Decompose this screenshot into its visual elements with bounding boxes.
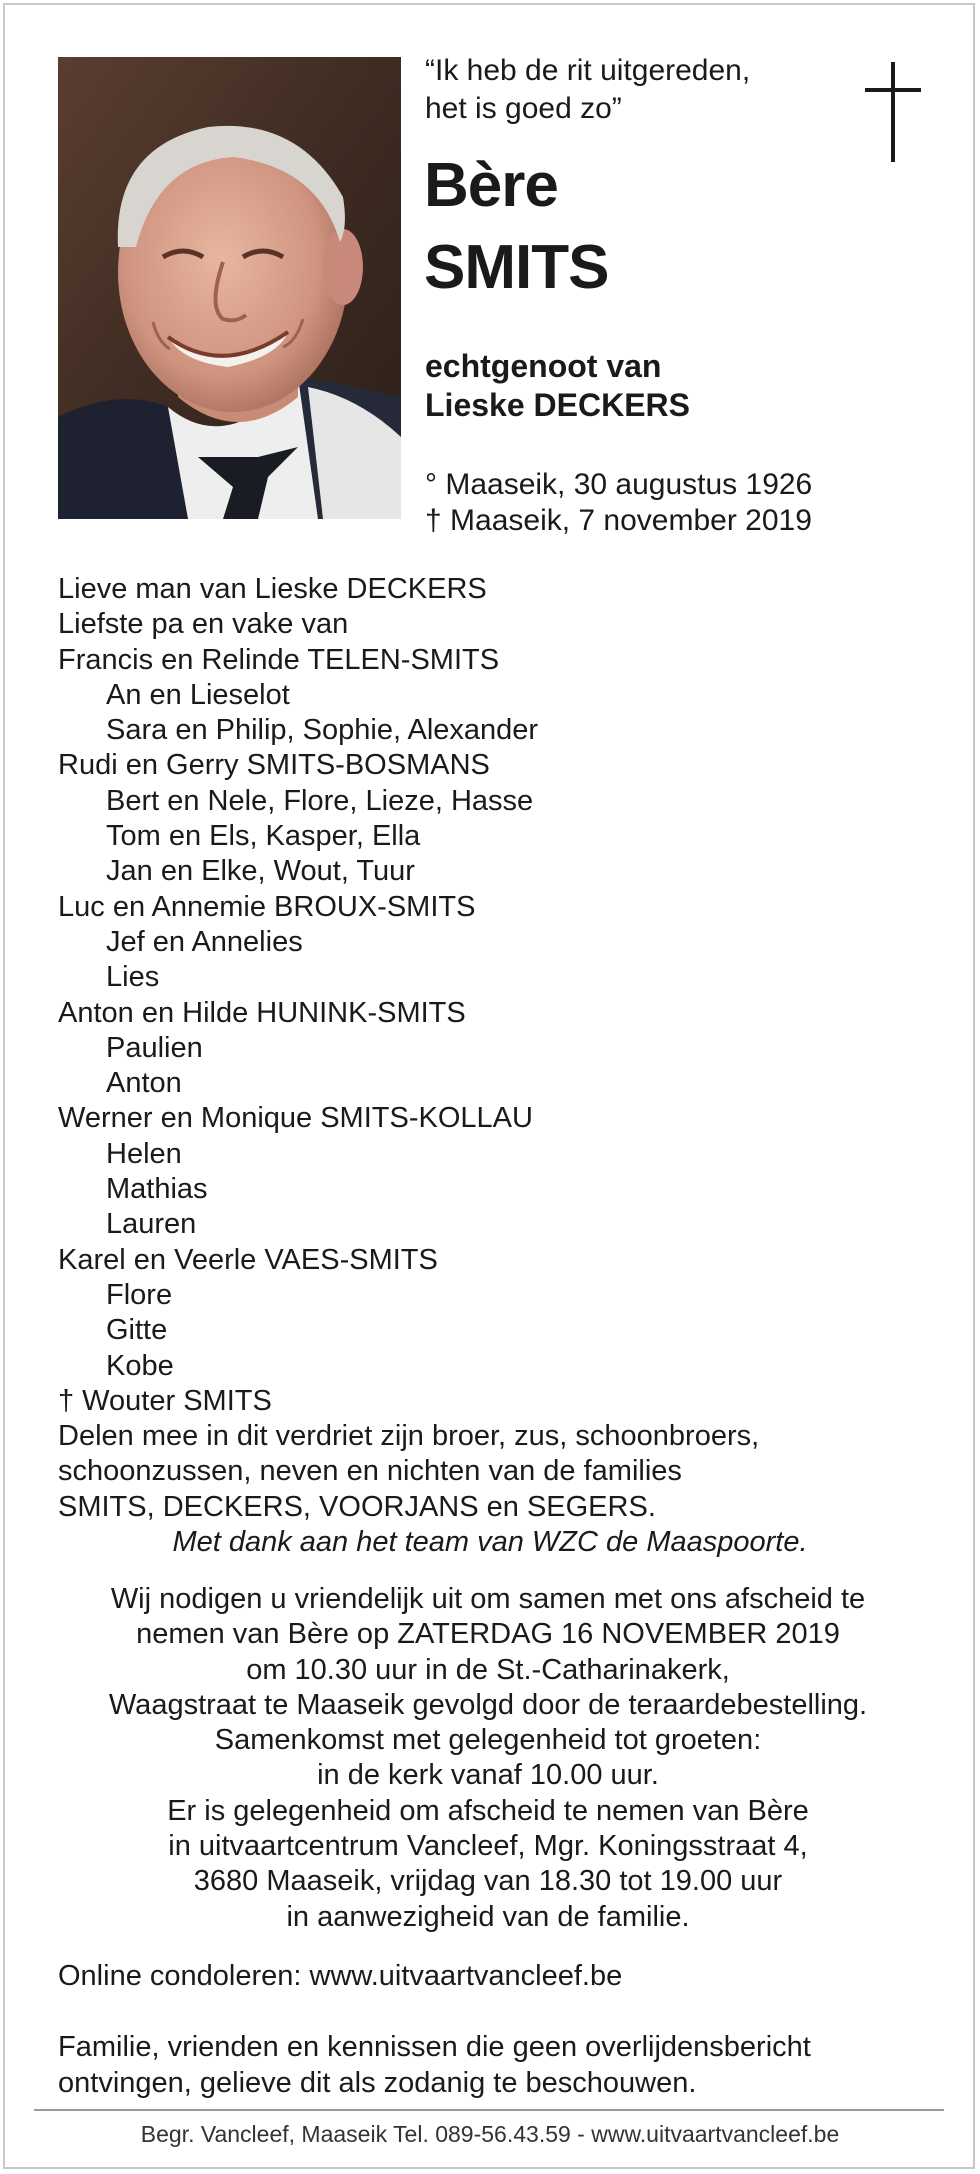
funeral-invitation	[58, 1582, 918, 1935]
family-member-sub: Sara en Philip, Sophie, Alexander	[106, 714, 539, 747]
footer-divider	[34, 2109, 944, 2111]
online-condolence: Online condoleren: www.uitvaartvancleef.be	[58, 1960, 623, 1992]
family-member-sub: Bert en Nele, Flore, Lieze, Hasse	[106, 784, 534, 817]
family-member-sub: Flore	[106, 1278, 173, 1311]
family-member: Luc en Annemie BROUX-SMITS	[58, 890, 476, 923]
notice-line: Familie, vrienden en kennissen die geen overlijdensbericht	[58, 2031, 811, 2063]
portrait-photo	[58, 57, 401, 519]
epitaph-quote	[425, 52, 825, 128]
birth-date: ° Maaseik, 30 augustus 1926	[425, 468, 813, 501]
quote-line: het is goed zo”	[425, 92, 622, 125]
invitation-line: nemen van Bère op ZATERDAG 16 NOVEMBER 2019	[136, 1618, 840, 1651]
family-member-sub: Kobe	[106, 1349, 174, 1382]
invitation-line: in aanwezigheid van de familie.	[286, 1900, 690, 1933]
family-member: Liefste pa en vake van	[58, 608, 349, 641]
family-member: Delen mee in dit verdriet zijn broer, zus, schoonbroers,	[58, 1420, 760, 1453]
family-member-sub: Tom en Els, Kasper, Ella	[106, 820, 421, 853]
family-member-sub: Mathias	[106, 1173, 208, 1206]
family-member-sub: Paulien	[106, 1031, 203, 1064]
family-member: SMITS, DECKERS, VOORJANS en SEGERS.	[58, 1490, 656, 1523]
invitation-line: Er is gelegenheid om afscheid te nemen van Bère	[167, 1794, 809, 1827]
family-member: Rudi en Gerry SMITS-BOSMANS	[58, 749, 490, 782]
family-member-sub: Anton	[106, 1067, 182, 1100]
latin-cross-icon	[865, 62, 921, 162]
thanks-note: Met dank aan het team van WZC de Maaspoorte.	[172, 1526, 808, 1558]
notice-line: ontvingen, gelieve dit als zodanig te beschouwen.	[58, 2067, 697, 2099]
family-member-sub: Helen	[106, 1137, 182, 1170]
family-member: Anton en Hilde HUNINK-SMITS	[58, 996, 466, 1029]
family-member-sub: Jef en Annelies	[106, 925, 303, 958]
invitation-line: Wij nodigen u vriendelijk uit om samen met ons afscheid te	[110, 1583, 866, 1615]
life-dates	[425, 467, 812, 539]
family-member-sub: Jan en Elke, Wout, Tuur	[106, 855, 415, 888]
death-date: † Maaseik, 7 november 2019	[425, 504, 812, 537]
spouse-line: Lieske DECKERS	[425, 387, 690, 423]
notice-text	[58, 2029, 811, 2101]
spouse-info	[425, 347, 690, 425]
funeral-director-footer: Begr. Vancleef, Maaseik Tel. 089-56.43.59 - www.uitvaartvancleef.be	[140, 2121, 840, 2147]
family-member-sub: An en Lieselot	[106, 678, 290, 711]
family-member: Francis en Relinde TELEN-SMITS	[58, 643, 500, 676]
invitation-line: in uitvaartcentrum Vancleef, Mgr. Koningsstraat 4,	[168, 1830, 808, 1863]
invitation-line: Waagstraat te Maaseik gevolgd door de teraardebestelling.	[108, 1688, 868, 1721]
family-member-sub: Lies	[106, 961, 160, 994]
family-member: schoonzussen, neven en nichten van de families	[58, 1455, 682, 1488]
invitation-line: 3680 Maaseik, vrijdag van 18.30 tot 19.00 uur	[193, 1865, 783, 1898]
spouse-line: echtgenoot van	[425, 348, 662, 384]
family-member-sub: Gitte	[106, 1314, 168, 1347]
deceased-first-name: Bère	[424, 151, 558, 220]
family-member: Karel en Veerle VAES-SMITS	[58, 1243, 438, 1276]
invitation-line: Samenkomst met gelegenheid tot groeten:	[214, 1724, 762, 1757]
family-member: Werner en Monique SMITS-KOLLAU	[58, 1102, 533, 1135]
family-member-sub: Lauren	[106, 1208, 197, 1241]
family-member: Lieve man van Lieske DECKERS	[58, 573, 487, 605]
invitation-line: in de kerk vanaf 10.00 uur.	[317, 1759, 659, 1792]
invitation-line: om 10.30 uur in de St.-Catharinakerk,	[246, 1653, 730, 1686]
deceased-last-name: SMITS	[424, 233, 609, 302]
family-list	[58, 572, 938, 1525]
quote-line: “Ik heb de rit uitgereden,	[425, 54, 751, 87]
family-member: † Wouter SMITS	[58, 1384, 272, 1417]
